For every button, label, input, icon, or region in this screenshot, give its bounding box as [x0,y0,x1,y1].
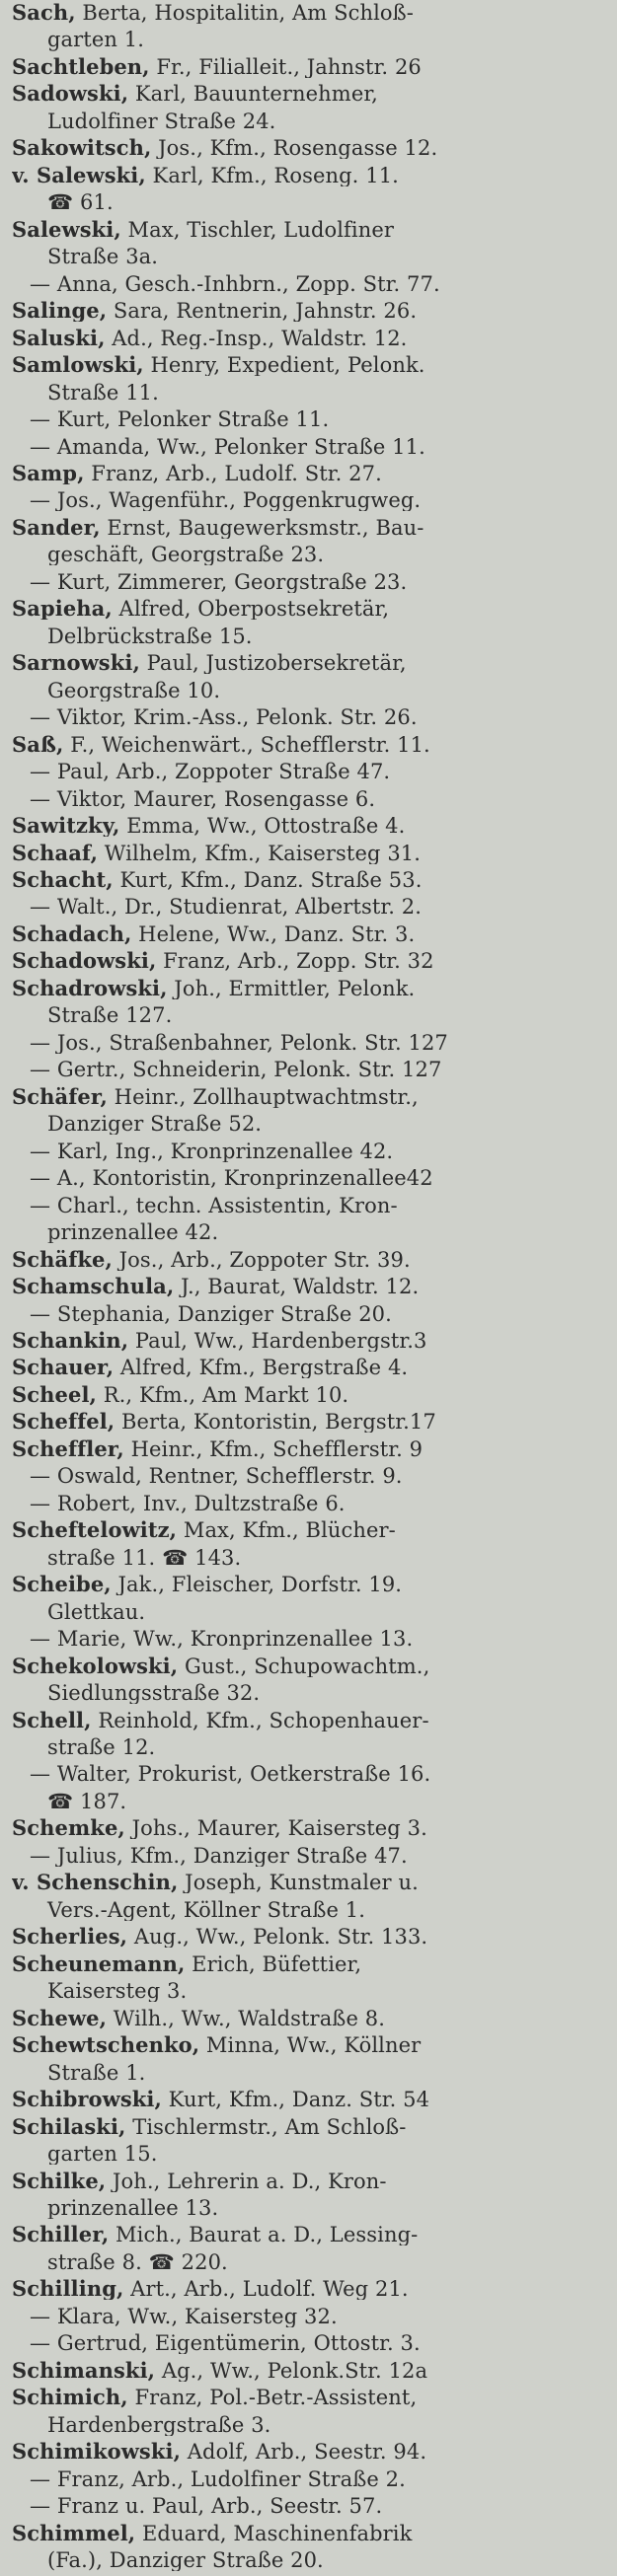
entry-details: straße 11. ☎ 143. [47,1546,242,1569]
entry-details: prinzenallee 42. [47,1221,219,1244]
entry-surname: Saß, [12,733,64,756]
entry-details: J., Baurat, Waldstr. 12. [174,1276,420,1298]
directory-entry-continuation [12,29,609,50]
entry-details: Joseph, Kunstmaler u. [178,1872,419,1894]
entry-details: Franz, Pol.-Betr.-Assistent, [127,2387,418,2409]
directory-entry [12,1574,609,1595]
directory-entry [12,354,609,376]
entry-details: — Amanda, Ww., Pelonker Straße 11. [30,435,425,458]
entry-details: — Viktor, Maurer, Rosengasse 6. [30,787,376,810]
entry-details: Max, Kfm., Blücher- [177,1519,396,1542]
directory-subentry [12,408,609,430]
entry-details: Tischlermstr., Am Schloß- [125,2115,407,2138]
directory-entry [12,83,609,105]
directory-entry-continuation [12,544,609,565]
directory-entry-continuation [12,110,609,132]
entry-details: Helene, Ww., Danz. Str. 3. [131,922,416,945]
entry-surname: Schimikowski, [12,2441,181,2464]
entry-surname: Schimanski, [12,2359,156,2382]
entry-surname: Scheibe, [12,1574,112,1596]
directory-subentry [12,571,609,593]
directory-entry [12,300,609,322]
entry-surname: Schäfke, [12,1248,113,1271]
directory-entry-continuation [12,1547,609,1569]
directory-entry [12,2224,609,2245]
entry-details: garten 15. [47,2143,158,2166]
entry-surname: Schauer, [12,1357,115,1379]
directory-entry [12,815,609,837]
entry-surname: Schimich, [12,2387,128,2409]
entry-details: Karl, Bauunternehmer, [128,83,378,106]
directory-entry-continuation [12,2251,609,2273]
entry-details: Heinr., Zollhauptwachtmstr., [107,1085,419,1108]
entry-details: Straße 1. [47,2061,146,2084]
entry-details: — Walter, Prokurist, Oetkerstraße 16. [30,1763,431,1786]
directory-subentry [12,1032,609,1054]
entry-surname: Salinge, [12,300,108,323]
entry-surname: Sakowitsch, [12,137,152,160]
entry-details: Art., Arb., Ludolf. Weg 21. [123,2278,409,2301]
entry-details: Danziger Straße 52. [47,1113,263,1136]
entry-details: straße 8. ☎ 220. [47,2250,228,2273]
directory-entry [12,56,609,78]
entry-details: Georgstraße 10. [47,679,221,701]
entry-surname: Sachtleben, [12,55,150,78]
directory-entry [12,1330,609,1352]
directory-entry [12,2278,609,2300]
entry-details: Franz, Arb., Ludolf. Str. 27. [84,462,382,485]
entry-details: ☎ 187. [47,1790,127,1812]
directory-subentry [12,2468,609,2490]
entry-details: Jak., Fleischer, Dorfstr. 19. [111,1574,403,1596]
directory-entry [12,1276,609,1297]
directory-entry-continuation [12,2414,609,2436]
directory-entry [12,978,609,999]
entry-surname: Schimmel, [12,2522,136,2544]
directory-entry-continuation [12,1113,609,1135]
directory-entry-continuation [12,1736,609,1758]
directory-entry-continuation [12,2197,609,2219]
directory-entry [12,1438,609,1460]
entry-surname: Schankin, [12,1329,129,1353]
entry-details: — Walt., Dr., Studienrat, Albertstr. 2. [30,896,423,919]
entry-details: Ag., Ww., Pelonk.Str. 12a [155,2359,428,2382]
directory-entry-continuation [12,680,609,701]
directory-entry [12,2089,609,2110]
directory-subentry [12,2332,609,2354]
directory-entry-continuation [12,1221,609,1243]
entry-surname: Schekolowski, [12,1655,179,1677]
directory-entry-continuation [12,2143,609,2165]
entry-surname: Saluski, [12,327,106,349]
directory-entry [12,137,609,159]
entry-details: Paul, Justizobersekretär, [139,652,407,675]
directory-subentry [12,2306,609,2327]
entry-details: Joh., Ermittler, Pelonk. [167,977,416,999]
entry-surname: Schewtschenko, [12,2034,200,2057]
entry-details: garten 1. [47,29,145,51]
directory-subentry [12,1845,609,1867]
directory-subentry [12,1195,609,1216]
entry-details: Ad., Reg.-Insp., Waldstr. 12. [105,327,408,349]
entry-details: Alfred, Kfm., Bergstraße 4. [114,1357,409,1379]
entry-details: Ernst, Baugewerksmstr., Bau- [100,516,424,539]
directory-entry [12,950,609,972]
directory-entries [12,0,609,2576]
entry-details: Reinhold, Kfm., Schopenhauer- [91,1709,429,1731]
directory-subentry [12,1628,609,1650]
entry-details: (Fa.), Danziger Straße 20. [47,2549,324,2572]
directory-entry [12,2171,609,2192]
directory-subentry [12,1059,609,1080]
directory-entry [12,2523,609,2544]
entry-surname: Sapieha, [12,598,113,621]
directory-entry [12,2,609,24]
entry-surname: Schemke, [12,1817,125,1840]
entry-surname: Schilaski, [12,2115,126,2138]
entry-details: Eduard, Maschinenfabrik [135,2522,413,2544]
directory-entry-continuation [12,1601,609,1623]
directory-entry [12,1872,609,1893]
directory-entry [12,1710,609,1731]
entry-details: — A., Kontoristin, Kronprinzenallee42 [30,1167,433,1190]
directory-subentry [12,2495,609,2517]
directory-entry [12,869,609,891]
entry-details: Franz, Arb., Zopp. Str. 32 [156,950,434,973]
entry-details: Henry, Expedient, Pelonk. [143,354,425,377]
entry-details: Straße 127. [47,1004,173,1027]
entry-details: — Kurt, Pelonker Straße 11. [30,408,330,431]
entry-details: Karl, Kfm., Roseng. 11. [145,164,399,186]
entry-details: Straße 3a. [47,246,159,268]
directory-entry [12,734,609,756]
entry-surname: Schilke, [12,2170,107,2192]
entry-surname: Salewski, [12,218,121,241]
entry-details: ☎ 61. [47,191,114,214]
directory-entry-continuation [12,1791,609,1812]
directory-entry-continuation [12,246,609,267]
directory-entry [12,1384,609,1406]
entry-surname: Schadach, [12,922,132,945]
directory-subentry [12,436,609,458]
directory-entry [12,598,609,620]
directory-subentry [12,1167,609,1189]
entry-details: — Julius, Kfm., Danziger Straße 47. [30,1844,408,1867]
entry-details: prinzenallee 13. [47,2196,219,2220]
entry-details: Kurt, Kfm., Danz. Str. 54 [161,2089,430,2111]
directory-entry [12,2387,609,2408]
entry-surname: Schamschula, [12,1276,175,1298]
directory-subentry [12,1303,609,1325]
directory-entry-continuation [12,191,609,213]
directory-entry [12,1926,609,1948]
entry-surname: v. Salewski, [12,164,146,186]
entry-details: straße 12. [47,1736,156,1759]
directory-entry [12,843,609,864]
directory-subentry [12,1493,609,1514]
entry-surname: Sadowski, [12,83,129,106]
entry-details: Sara, Rentnerin, Jahnstr. 26. [107,300,418,323]
entry-details: Jos., Kfm., Rosengasse 12. [151,137,438,160]
entry-details: Kurt, Kfm., Danz. Straße 53. [113,869,423,892]
entry-details: Wilh., Ww., Waldstraße 8. [107,2007,385,2029]
entry-details: — Gertr., Schneiderin, Pelonk. Str. 127 [30,1059,442,1081]
entry-details: — Oswald, Rentner, Schefflerstr. 9. [30,1465,403,1488]
entry-details: — Klara, Ww., Kaisersteg 32. [30,2305,338,2327]
entry-details: — Jos., Straßenbahner, Pelonk. Str. 127 [30,1031,448,1054]
directory-entry [12,2008,609,2029]
directory-entry [12,1817,609,1839]
directory-entry [12,1656,609,1677]
entry-surname: Scheffler, [12,1437,124,1460]
entry-surname: Schiller, [12,2224,110,2246]
directory-entry-continuation [12,2062,609,2084]
entry-details: Gust., Schupowachtm., [178,1655,430,1677]
entry-surname: Schell, [12,1709,92,1731]
entry-surname: Scheffel, [12,1411,116,1434]
directory-entry [12,1249,609,1271]
entry-details: — Stephania, Danziger Straße 20. [30,1302,392,1325]
entry-details: Heinr., Kfm., Schefflerstr. 9 [123,1437,424,1460]
entry-surname: Schadrowski, [12,977,168,999]
directory-entry [12,1357,609,1378]
entry-surname: Scheel, [12,1383,97,1406]
entry-details: Mich., Baurat a. D., Lessing- [109,2224,419,2246]
entry-details: — Charl., techn. Assistentin, Kron- [30,1194,398,1216]
entry-surname: Sach, [12,2,76,25]
entry-surname: Sawitzky, [12,815,120,838]
directory-entry [12,1411,609,1433]
directory-subentry [12,489,609,511]
entry-surname: Sarnowski, [12,652,140,675]
directory-entry [12,517,609,539]
directory-subentry [12,1465,609,1487]
entry-surname: Scheunemann, [12,1952,186,1975]
entry-details: Siedlungsstraße 32. [47,1682,261,1705]
entry-surname: Scheftelowitz, [12,1519,178,1542]
entry-details: Jos., Arb., Zoppoter Str. 39. [112,1248,411,1271]
directory-entry-continuation [12,1899,609,1921]
entry-surname: Scherlies, [12,1926,128,1949]
entry-surname: Schewe, [12,2007,108,2029]
entry-details: — Jos., Wagenführ., Poggenkrugweg. [30,489,422,512]
directory-entry [12,2441,609,2463]
entry-details: — Paul, Arb., Zoppoter Straße 47. [30,761,391,783]
entry-details: Alfred, Oberpostsekretär, [112,598,390,621]
entry-details: Erich, Büfettier, [185,1952,362,1975]
directory-entry [12,165,609,186]
entry-details: Hardenbergstraße 3. [47,2413,271,2436]
directory-entry-continuation [12,626,609,647]
directory-subentry [12,1141,609,1162]
entry-details: R., Kfm., Am Markt 10. [96,1383,349,1406]
entry-details: — Franz, Arb., Ludolfiner Straße 2. [30,2467,406,2490]
entry-details: Paul, Ww., Hardenbergstr.3 [128,1329,427,1353]
entry-details: Vers.-Agent, Köllner Straße 1. [47,1898,366,1921]
entry-details: Aug., Ww., Pelonk. Str. 133. [127,1926,428,1949]
entry-surname: v. Schenschin, [12,1872,179,1894]
entry-details: Berta, Kontoristin, Bergstr.17 [115,1411,436,1434]
directory-subentry [12,896,609,918]
entry-details: Max, Tischler, Ludolfiner [120,218,395,241]
entry-details: — Marie, Ww., Kronprinzenallee 13. [30,1628,414,1651]
directory-entry [12,1086,609,1108]
directory-entry [12,2116,609,2138]
directory-entry-continuation [12,1980,609,2002]
entry-details: Joh., Lehrerin a. D., Kron- [106,2170,387,2192]
entry-details: — Gertrud, Eigentümerin, Ottostr. 3. [30,2332,421,2355]
directory-entry [12,463,609,484]
entry-details: Minna, Ww., Köllner [199,2034,422,2057]
entry-details: Adolf, Arb., Seestr. 94. [181,2441,427,2464]
entry-details: F., Weichenwärt., Schefflerstr. 11. [63,733,430,756]
entry-surname: Schaaf, [12,842,99,864]
entry-surname: Schacht, [12,869,114,892]
directory-subentry [12,788,609,810]
directory-subentry [12,273,609,295]
entry-details: — Anna, Gesch.-Inhbrn., Zopp. Str. 77. [30,272,440,295]
directory-entry [12,328,609,349]
entry-details: — Franz u. Paul, Arb., Seestr. 57. [30,2495,383,2518]
directory-entry [12,923,609,945]
directory-entry-continuation [12,2549,609,2571]
entry-surname: Samp, [12,462,85,485]
directory-subentry [12,761,609,782]
directory-entry [12,219,609,241]
directory-entry [12,1519,609,1541]
entry-details: Berta, Hospitalitin, Am Schloß- [75,2,414,25]
directory-entry [12,652,609,674]
directory-entry [12,1953,609,1975]
entry-surname: Schilling, [12,2278,124,2301]
entry-details: Kaisersteg 3. [47,1980,188,2003]
directory-entry [12,2034,609,2056]
entry-surname: Schibrowski, [12,2089,162,2111]
entry-surname: Samlowski, [12,354,144,377]
directory-entry [12,2360,609,2382]
entry-details: Ludolfiner Straße 24. [47,110,276,132]
entry-details: Delbrückstraße 15. [47,625,253,647]
entry-details: geschäft, Georgstraße 23. [47,544,325,566]
entry-details: — Kurt, Zimmerer, Georgstraße 23. [30,570,408,593]
directory-entry-continuation [12,382,609,404]
entry-details: Straße 11. [47,381,159,404]
entry-details: Emma, Ww., Ottostraße 4. [119,815,406,838]
entry-details: — Karl, Ing., Kronprinzenallee 42. [30,1140,394,1162]
entry-surname: Schadowski, [12,950,157,973]
directory-subentry [12,1763,609,1785]
entry-details: Fr., Filialleit., Jahnstr. 26 [149,55,422,78]
directory-entry-continuation [12,1682,609,1704]
directory-subentry [12,706,609,728]
entry-details: — Viktor, Krim.-Ass., Pelonk. Str. 26. [30,706,418,729]
entry-details: Johs., Maurer, Kaisersteg 3. [124,1817,427,1840]
entry-details: — Robert, Inv., Dultzstraße 6. [30,1492,346,1514]
entry-details: Glettkau. [47,1600,146,1623]
entry-surname: Schäfer, [12,1085,108,1108]
entry-surname: Sander, [12,516,101,539]
entry-details: Wilhelm, Kfm., Kaisersteg 31. [98,842,422,864]
directory-entry-continuation [12,1004,609,1026]
